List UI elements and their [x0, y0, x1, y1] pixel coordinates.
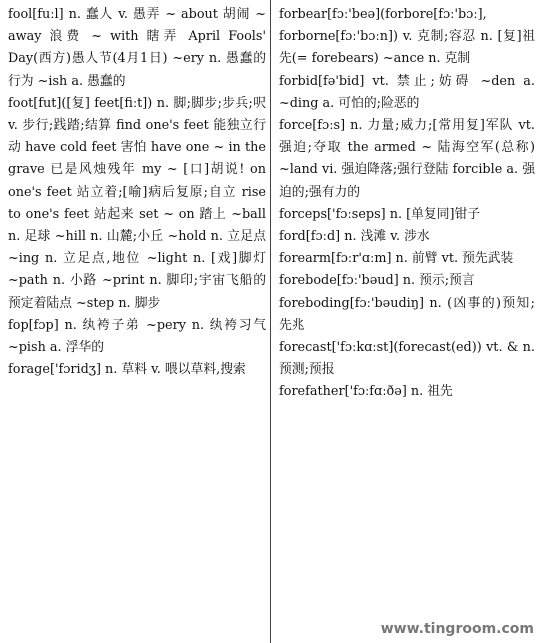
left-column — [8, 4, 266, 381]
right-column — [279, 4, 535, 404]
entry-fop: fop[fɔp] n. 纨袴子弟 ~pery n. 纨袴习气 ~pish a. 浮华的 — [8, 317, 266, 356]
entry-forbid: forbid[fə'bid] vt. 禁止;妨碍 ~den a. ~ding a. 可怕的;险恶的 — [279, 73, 535, 111]
entry-force: force[fɔːs] n. 力量;威力;[常用复]军队 vt. 强迫;夺取 the armed ~ 陆海空军(总称) ~land vi. 强迫降落;强行登陆 forcible a. 强迫的;强有力的 — [279, 118, 535, 200]
entry-forceps: forceps['fɔːseps] n. [单复同]钳子 — [279, 206, 481, 222]
entry-forbear: forbear[fɔː'beə](forbore[fɔː'bɔː], forborne[fɔː'bɔːn]) v. 克制;容忍 n. [复]祖先(= forebears) ~ance n. 克制 — [279, 7, 535, 67]
entry-forearm: forearm[fɔːr'ɑːm] n. 前臂 vt. 预先武装 — [279, 251, 514, 267]
entry-foreboding: foreboding[fɔː'bəudiŋ] n. (凶事的)预知;先兆 — [279, 295, 535, 333]
entry-forecast: forecast['fɔːkɑːst](forecast(ed)) vt. & n. 预测;预报 — [279, 340, 535, 378]
entry-foot: foot[fut]([复] feet[fiːt]) n. 脚;脚步;步兵;呎 v. 步行;践踏;结算 find one's feet 能独立行动 have cold feet 害怕 have one ~ in the grave 已是风烛残年 my ~ [口]胡说! on one's feet 站立着;[喻]病后复原;自立 rise to one's feet 站起来 set ~ on 踏上 ~ball n. 足球 ~hill n. 山麓;小丘 ~hold n. 立足点 ~ing n. 立足点,地位 ~light n. [戏]脚灯 ~path n. 小路 ~print n. 脚印;宇宙飞船的预定着陆点 ~step n. 脚步 — [8, 95, 266, 311]
entry-forefather: forefather['fɔːfɑːðə] n. 祖先 — [279, 384, 453, 400]
entry-fool: fool[fuːl] n. 蠢人 v. 愚弄 ~ about 胡闹 ~ away 浪费 ~ with 瞎弄 April Fools' Day(西方)愚人节(4月1日) ~ery n. 愚蠢的行为 ~ish a. 愚蠢的 — [8, 7, 266, 89]
entry-forage: forage['fɔridʒ] n. 草料 v. 喂以草料,搜索 — [8, 362, 246, 378]
entry-forebode: forebode[fɔː'bəud] n. 预示;预言 — [279, 273, 475, 289]
watermark-text: www.tingroom.com — [380, 621, 534, 637]
column-divider — [270, 0, 271, 643]
entry-ford: ford[fɔːd] n. 浅滩 v. 涉水 — [279, 229, 430, 245]
